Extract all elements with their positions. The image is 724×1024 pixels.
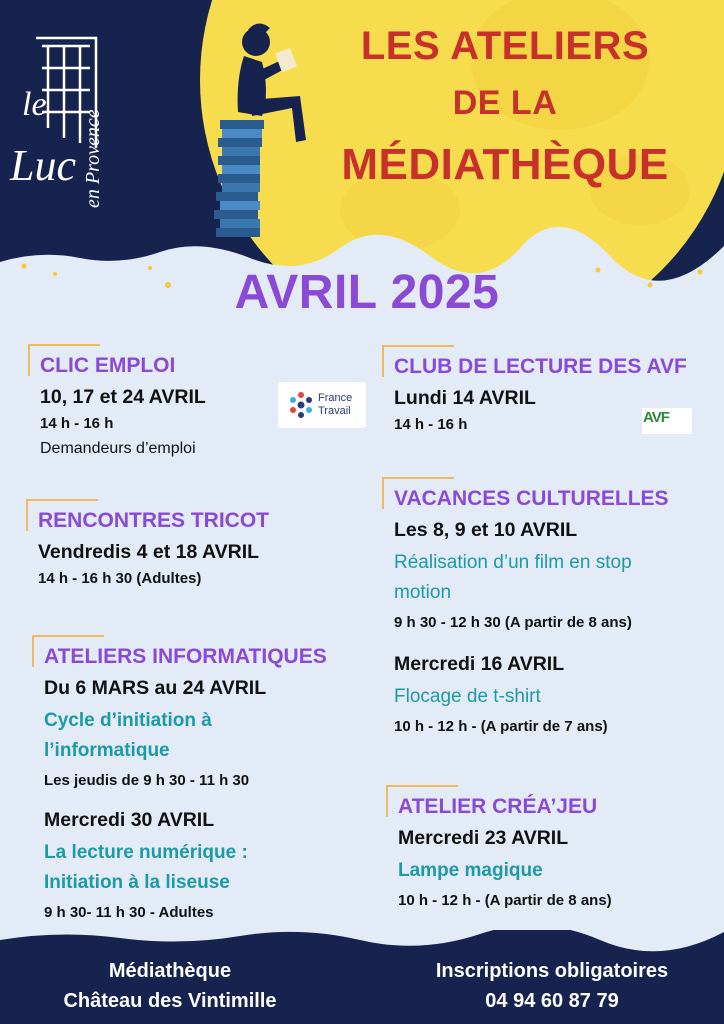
logo-luc: Luc (10, 141, 76, 190)
section-bracket (386, 785, 458, 817)
desc-line-2: l’informatique (44, 740, 170, 761)
section-date: 10, 17 et 24 AVRIL (40, 386, 206, 408)
section-time: 14 h - 16 h 30 (Adultes) (38, 570, 202, 587)
section-title: RENCONTRES TRICOT (38, 509, 269, 532)
section-date: Mercredi 23 AVRIL (398, 827, 569, 849)
section-bracket (28, 344, 100, 376)
section-note: Demandeurs d’emploi (40, 440, 196, 457)
section-vacances-culturelles (394, 487, 669, 735)
section-bracket (382, 477, 454, 509)
footer-registration: Inscriptions obligatoires (435, 960, 669, 982)
footer-contact (380, 956, 724, 1016)
france-travail-icon (286, 390, 316, 420)
section-title: CLUB DE LECTURE DES AVF (394, 355, 687, 378)
section-time-2: 10 h - 12 h - (A partir de 7 ans) (394, 718, 608, 735)
desc-line-1: Cycle d’initiation à (44, 710, 212, 731)
section-ateliers-informatiques (44, 645, 327, 921)
desc-line-1: Réalisation d’un film en stop (394, 552, 632, 573)
logo-provence: en Provence (82, 109, 104, 208)
section-date: Vendredis 4 et 18 AVRIL (38, 541, 260, 563)
section-title: ATELIER CRÉA’JEU (398, 795, 598, 818)
section-bracket (26, 499, 98, 531)
footer-location-line-1: Médiathèque (108, 960, 232, 982)
month-heading: AVRIL 2025 (234, 266, 500, 319)
section-date: Du 6 MARS au 24 AVRIL (44, 677, 267, 699)
desc-line-1: La lecture numérique : (44, 842, 248, 863)
le-luc-logo (6, 28, 126, 208)
section-time: 14 h - 16 h (394, 416, 468, 433)
avf-logo-text: AVF (643, 409, 669, 426)
section-date: Les 8, 9 et 10 AVRIL (394, 519, 578, 541)
section-desc (394, 548, 669, 608)
section-title: CLIC EMPLOI (40, 354, 176, 377)
section-title: ATELIERS INFORMATIQUES (44, 645, 327, 668)
section-time: 10 h - 12 h - (A partir de 8 ans) (398, 892, 612, 909)
desc-line-2: Initiation à la liseuse (44, 872, 230, 893)
section-desc-2: Flocage de t-shirt (394, 686, 541, 707)
section-desc: Lampe magique (398, 860, 543, 881)
title-line-2: DE LA (452, 84, 558, 122)
logo-le: le (22, 86, 47, 123)
section-time: Les jeudis de 9 h 30 - 11 h 30 (44, 772, 250, 789)
section-rencontres-tricot (38, 509, 269, 587)
section-date-2: Mercredi 16 AVRIL (394, 653, 565, 675)
footer-location (0, 956, 340, 1016)
title-line-3: MÉDIATHÈQUE (341, 140, 669, 189)
section-clic-emploi (40, 354, 206, 458)
section-bracket (32, 635, 104, 667)
section-title: VACANCES CULTURELLES (394, 487, 669, 510)
partner-line-1: France (318, 392, 353, 404)
title-line-1: LES ATELIERS (360, 24, 650, 68)
section-time-2: 9 h 30- 11 h 30 - Adultes (44, 904, 214, 921)
section-time: 14 h - 16 h (40, 415, 114, 432)
section-date-2: Mercredi 30 AVRIL (44, 809, 215, 831)
section-bracket (382, 345, 454, 377)
desc-line-2: motion (394, 582, 452, 603)
footer-phone: 04 94 60 87 79 (485, 990, 619, 1012)
section-desc-2 (44, 838, 327, 898)
section-date: Lundi 14 AVRIL (394, 387, 536, 409)
section-atelier-creajeu (398, 795, 612, 909)
partner-line-2: Travail (318, 405, 351, 417)
footer-location-line-2: Château des Vintimille (63, 990, 277, 1012)
france-travail-label (318, 392, 352, 418)
section-desc (44, 706, 327, 766)
section-time: 9 h 30 - 12 h 30 (A partir de 8 ans) (394, 614, 632, 631)
